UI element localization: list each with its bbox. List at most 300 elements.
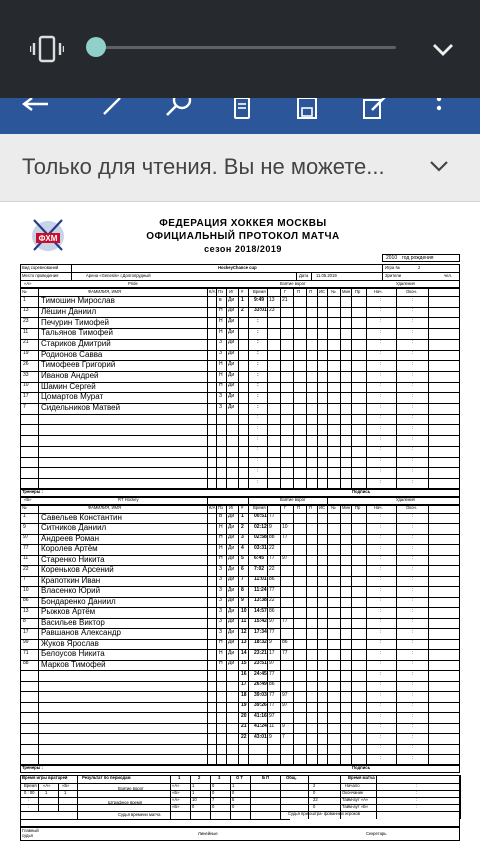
team-b-player-played: Ди: [228, 513, 235, 520]
team-a-pen-end: :: [412, 318, 414, 324]
team-b-player-position: З: [219, 597, 223, 604]
team-b-player-number: 99: [23, 639, 29, 646]
team-a-pen-start: :: [380, 478, 382, 485]
match-time-value: :: [416, 783, 418, 789]
volume-slider[interactable]: [96, 46, 396, 49]
team-b-goal-scorer: 86: [269, 607, 275, 614]
spectators-unit: чел.: [444, 273, 452, 278]
team-a-player-position: З: [219, 403, 223, 410]
team-b-col-header: Окон.: [406, 505, 417, 511]
team-b-player-played: Ди: [228, 565, 235, 572]
team-b-goal-time: 6:45: [254, 555, 265, 562]
team-b-player-played: Ди: [228, 618, 235, 625]
team-a-col-header: К/А: [209, 288, 216, 294]
team-a-col-header: №: [331, 288, 336, 294]
team-b-goal-number: 13: [241, 639, 247, 646]
team-a-pen-start: :: [380, 435, 382, 442]
team-b-goal-number: 2: [241, 523, 244, 530]
team-a-col-header: П: [309, 288, 313, 294]
team-a-player-number: 10: [23, 382, 29, 389]
team-a-col-header: Г: [284, 288, 287, 294]
team-a-col-header: ФАМИЛИЯ, ИМЯ: [88, 288, 122, 294]
team-a-pen-start: :: [380, 414, 382, 421]
team-a-pen-end: :: [412, 339, 414, 346]
venue-value: Арена «Genesis» г.Долгопрудный: [86, 273, 151, 278]
team-b-col-header: №: [22, 505, 27, 511]
team-b-pen-end: :: [412, 628, 414, 635]
team-b-pen-start: :: [380, 628, 382, 635]
pen-a-value: 7: [212, 797, 215, 803]
match-time-label: Время матча: [348, 775, 375, 781]
shots-a-value: 1: [232, 783, 235, 789]
team-b-goal-scorer: 86: [269, 576, 275, 583]
team-a-goal-time: :: [257, 392, 259, 399]
team-b-goal-time: 02:12: [254, 523, 267, 530]
team-b-goal-time: 17:34: [254, 628, 267, 635]
goalie-b-value: 1: [64, 790, 67, 796]
team-a-tag: «А»: [24, 281, 32, 286]
team-b-pen-end: :: [412, 618, 414, 625]
team-b-pen-end: :: [412, 534, 414, 541]
team-a-col-header: Окон.: [406, 288, 417, 294]
team-b-goal-scorer: 86: [269, 681, 275, 688]
team-a-pen-end: :: [412, 382, 414, 389]
game-label: Игра №: [385, 265, 400, 270]
team-b-goal-number: 6: [241, 565, 244, 572]
team-a-player-played: Ди: [228, 360, 235, 367]
team-b-player-number: 86: [23, 597, 29, 604]
team-b-player-played: Ди: [228, 576, 235, 583]
team-b-pen-start: :: [380, 660, 382, 667]
comp-value: HockeyChance cup: [218, 265, 257, 270]
chevron-down-icon[interactable]: [430, 38, 456, 60]
team-b-goal-time: 26:49: [254, 681, 267, 688]
team-b-player-name: Белоусов Никита: [41, 649, 105, 659]
team-a-player-position: З: [219, 350, 223, 357]
pen-b-value: 0: [192, 804, 195, 810]
pen-b-value: 0: [232, 804, 235, 810]
team-b-player-number: 22: [23, 565, 29, 572]
team-b-goal-scorer: 17: [269, 649, 275, 656]
team-b-player-played: Ди: [228, 660, 235, 667]
team-b-goal-time: 23:51: [254, 660, 267, 667]
team-b-pen-end: :: [412, 744, 414, 751]
team-a-player-name: Лёшин Даниил: [41, 306, 97, 316]
team-b-goal-scorer: 77: [269, 702, 275, 709]
team-a-pen-end: :: [412, 414, 414, 421]
team-a-pen-start: :: [380, 425, 382, 431]
team-b-goal-assist: 77: [282, 534, 288, 541]
team-b-pen-start: :: [380, 639, 382, 646]
team-b-player-position: Н: [219, 534, 223, 541]
team-a-goal-time: 33:01: [254, 307, 267, 314]
team-a-pen-start: :: [380, 382, 382, 389]
team-a-goal-number: 1: [241, 296, 244, 303]
team-b-col-header: Иг: [229, 505, 234, 511]
pen-a-value: 22: [313, 797, 318, 803]
team-a-player-played: Ди: [228, 392, 235, 399]
team-b-player-played: Ди: [228, 555, 235, 562]
team-a-goal-scorer: 23: [269, 307, 275, 314]
team-a-pen-start: :: [380, 328, 382, 335]
team-b-pen-start: :: [380, 565, 382, 572]
doc-title-federation: ФЕДЕРАЦИЯ ХОККЕЯ МОСКВЫ: [159, 218, 327, 229]
team-a-goal-time: :: [257, 328, 259, 335]
phone-icon[interactable]: [232, 98, 254, 120]
team-b-col-header: Нач.: [374, 505, 383, 511]
shots-b-value: 0: [313, 790, 316, 796]
team-a-goal-time: :: [257, 435, 259, 442]
team-a-pen-start: :: [380, 360, 382, 367]
goalie-b-col: «Б»: [62, 783, 70, 789]
team-b-pen-start: :: [380, 702, 382, 709]
team-b-pen-end: :: [412, 670, 414, 677]
team-b-goal-number: 16: [241, 670, 247, 677]
save-icon[interactable]: [296, 98, 320, 120]
team-b-pen-start: :: [380, 649, 382, 656]
team-a-col-header: Нач.: [374, 288, 383, 294]
team-a-pen-start: :: [380, 318, 382, 324]
team-a-pen-end: :: [412, 403, 414, 410]
team-b-name: RT Hockey: [118, 497, 139, 503]
team-b-pen-end: :: [412, 702, 414, 709]
team-b-goal-number: 5: [241, 555, 244, 562]
team-b-goal-time: 39:26: [254, 702, 267, 709]
team-b-goal-time: 43:01: [254, 733, 267, 740]
team-b-goal-assist: 86: [282, 639, 288, 646]
pen-b-value: 0: [212, 804, 215, 810]
team-b-goal-scorer: 88: [269, 534, 275, 541]
team-b-goal-assist: 77: [282, 618, 288, 625]
team-b-pen-start: :: [380, 576, 382, 583]
team-b-player-played: Ди: [228, 607, 235, 614]
team-a-goal-time: :: [257, 414, 259, 421]
team-a-player-name: Тальянов Тимофей: [41, 328, 113, 338]
team-b-pen-start: :: [380, 754, 382, 761]
team-b-goal-time: 18:32: [254, 639, 267, 646]
team-b-player-number: 17: [23, 628, 29, 635]
shots-b-value: 0: [232, 790, 235, 796]
team-b-goal-time: 7:02: [254, 565, 265, 572]
team-b-pen-end: :: [412, 754, 414, 761]
team-b-goal-time: 00:51: [254, 513, 267, 520]
team-b-player-position: Н: [219, 649, 223, 656]
team-b-goal-number: 20: [241, 712, 247, 719]
team-b-player-played: Ди: [228, 597, 235, 604]
shots-b-value: 0: [212, 790, 215, 796]
team-b-player-name: Жуков Ярослав: [41, 638, 99, 648]
team-b-pen-end: :: [412, 565, 414, 572]
team-a-player-played: Ди: [228, 403, 235, 410]
pen-a-value: 5: [232, 797, 235, 803]
team-b-goal-scorer: 9: [269, 523, 272, 530]
team-b-player-position: Н: [219, 523, 223, 530]
team-b-player-position: З: [219, 565, 223, 572]
team-a-player-played: Ди: [228, 350, 235, 357]
team-b-player-name: Рыжков Артём: [41, 607, 96, 617]
team-b-goal-scorer: 77: [269, 513, 275, 520]
goalie-a-value: 1: [45, 790, 48, 796]
team-a-col-header: Иг: [229, 288, 234, 294]
pim-judge-label: Судья времени матча: [118, 811, 161, 817]
date-value: 11.05.2019: [316, 273, 337, 278]
timeout-b-label: Тайм-аут «Б»: [342, 804, 369, 810]
team-b-player-name: Кореньков Арсений: [41, 565, 114, 575]
chief-referee-label: Главный: [22, 827, 39, 833]
team-b-goal-number: 18: [241, 691, 247, 698]
team-a-pen-start: :: [380, 467, 382, 474]
team-b-player-name: Ситников Даниил: [41, 523, 107, 533]
team-a-col-header: Пз: [218, 288, 223, 294]
team-b-col-header: Мин: [342, 505, 351, 511]
team-b-goal-time: 11:24: [254, 586, 267, 593]
team-a-player-played: Ди: [228, 339, 235, 346]
team-b-goal-scorer: 77: [269, 555, 275, 562]
start-label: Начало: [345, 783, 360, 789]
team-a-pen-start: :: [380, 392, 382, 399]
team-a-goal-scorer: 13: [269, 296, 275, 303]
team-b-pen-end: :: [412, 691, 414, 698]
team-b-pen-start: :: [380, 534, 382, 541]
team-a-player-name: Тимофеев Григорий: [41, 360, 116, 370]
team-a-goal-time: :: [257, 382, 259, 389]
protocol-sheet: [18, 208, 468, 854]
team-b-goal-time: 24:45: [254, 670, 267, 677]
team-a-player-position: Н: [219, 307, 223, 314]
match-time-value: :: [416, 804, 418, 810]
team-b-goal-number: 21: [241, 723, 247, 730]
penalty-box-judge-label: Судья при оштра- фованных игроков: [288, 811, 361, 817]
end-label: Окончание: [342, 790, 364, 796]
team-b-goal-time: 02:58: [254, 534, 267, 541]
team-a-trainers-label: Тренеры :: [22, 489, 43, 495]
team-b-goal-scorer: 77: [269, 586, 275, 593]
vibrate-icon[interactable]: [30, 34, 64, 64]
birth-year-label: год рождения: [402, 255, 434, 261]
team-a-player-position: Н: [219, 382, 223, 389]
team-b-goal-scorer: 9: [269, 733, 272, 740]
team-a-pen-end: :: [412, 371, 414, 378]
team-a-col-header: Время: [253, 288, 266, 294]
team-a-pen-end: :: [412, 467, 414, 474]
team-a-pen-start: :: [380, 350, 382, 357]
team-b-pen-start: :: [380, 733, 382, 740]
venue-label: Место проведения: [22, 273, 59, 278]
edit-icon[interactable]: [362, 98, 390, 120]
team-a-player-number: 13: [23, 307, 29, 314]
document-view[interactable]: [0, 202, 480, 854]
goalie-time-value: 0 : 00: [24, 790, 35, 796]
team-b-pen-start: :: [380, 723, 382, 730]
team-a-player-played: Ди: [228, 328, 235, 335]
team-b-player-number: 71: [23, 649, 29, 656]
team-a-player-name: Шамин Сергей: [41, 381, 96, 391]
team-b-goals-header: Взятие ворот: [280, 497, 306, 503]
team-b-pen-start: :: [380, 513, 382, 520]
team-b-col-header: Время: [253, 505, 266, 511]
team-a-pen-end: :: [412, 350, 414, 357]
team-a-player-position: в: [219, 296, 222, 303]
team-a-pen-end: :: [412, 478, 414, 485]
svg-text:ФХМ: ФХМ: [38, 234, 58, 244]
team-b-goal-number: 10: [241, 607, 247, 614]
team-a-pen-end: :: [412, 307, 414, 314]
team-b-player-position: Н: [219, 660, 223, 667]
team-b-pen-end: :: [412, 681, 414, 688]
spectators-label: Зрители: [385, 273, 402, 278]
more-icon[interactable]: [434, 98, 444, 120]
team-b-goal-scorer: 77: [269, 691, 275, 698]
team-b-goal-number: 1: [241, 513, 244, 520]
goalie-time-label: Время игры вратарей: [22, 775, 68, 781]
volume-panel: [0, 0, 480, 98]
match-time-value: :: [416, 797, 418, 803]
team-b-pen-start: :: [380, 712, 382, 719]
team-b-goal-assist: 77: [282, 649, 288, 656]
team-b-player-position: З: [219, 586, 223, 593]
doc-title-protocol: ОФИЦИАЛЬНЫЙ ПРОТОКОЛ МАТЧА: [146, 231, 340, 242]
team-a-player-position: Н: [219, 371, 223, 378]
team-a-pen-end: :: [412, 457, 414, 464]
game-number: 2: [418, 265, 421, 270]
team-a-goal-time: :: [257, 446, 259, 453]
linesmen-label: Линейные: [198, 830, 218, 836]
team-a-pen-start: :: [380, 403, 382, 410]
team-a-player-played: Ди: [228, 296, 235, 303]
team-a-col-header: Мин: [342, 288, 351, 294]
team-b-goal-number: 17: [241, 681, 247, 688]
team-b-player-number: 13: [23, 607, 29, 614]
team-b-player-name: Старенко Никита: [41, 554, 105, 564]
team-b-player-number: 10: [23, 586, 29, 593]
team-b-player-position: Н: [219, 544, 223, 551]
team-a-goal-time: :: [257, 457, 259, 464]
goalie-time-col: Время: [24, 783, 37, 789]
team-a-goal-time: :: [257, 425, 259, 431]
app-toolbar: [0, 98, 480, 134]
team-b-goal-scorer: 22: [269, 597, 275, 604]
team-b-goal-time: 15:42: [254, 618, 267, 625]
team-b-player-position: З: [219, 618, 223, 625]
team-b-goal-assist: 7: [282, 733, 285, 740]
birth-year: 2010: [386, 255, 398, 261]
team-a-player-name: Иванов Андрей: [41, 371, 99, 380]
team-b-pen-end: :: [412, 544, 414, 551]
team-a-pen-start: :: [380, 371, 382, 378]
pen-icon[interactable]: [100, 98, 126, 118]
team-a-goal-time: 9:49: [254, 296, 265, 303]
team-a-player-number: 23: [23, 318, 29, 324]
team-b-pen-start: :: [380, 618, 382, 625]
team-b-pen-end: :: [412, 586, 414, 593]
volume-slider-thumb[interactable]: [86, 37, 106, 57]
team-b-player-played: Ди: [228, 639, 235, 646]
team-b-trainers-label: Тренеры :: [22, 765, 43, 771]
team-a-col-header: №: [22, 288, 27, 294]
team-a-goal-time: :: [257, 467, 259, 474]
period-3-header: 3: [218, 775, 221, 781]
total-header: Общ.: [286, 775, 297, 781]
team-b-goal-scorer: 97: [269, 618, 275, 625]
team-b-col-header: Пз: [218, 505, 223, 511]
team-a-col-header: П: [297, 288, 301, 294]
period-2-header: 2: [198, 775, 201, 781]
team-b-player-played: Ди: [228, 649, 235, 656]
team-b-pen-start: :: [380, 670, 382, 677]
team-b-pen-end: :: [412, 649, 414, 656]
penalty-time-label: Штрафное время: [108, 799, 143, 805]
team-b-goal-number: 8: [241, 586, 244, 593]
team-b-pen-start: :: [380, 555, 382, 562]
team-b-goal-time: 03:31: [254, 544, 267, 551]
period-1-header: 1: [178, 775, 181, 781]
team-b-col-header: К/А: [209, 505, 216, 511]
overtime-header: О Т: [236, 775, 243, 781]
team-b-goal-number: 22: [241, 733, 247, 740]
team-b-goal-scorer: 97: [269, 712, 275, 719]
team-b-player-number: 1: [23, 513, 26, 520]
team-a-player-number: 26: [23, 360, 29, 367]
team-a-pen-start: :: [380, 339, 382, 346]
pen-a-value: 10: [192, 797, 197, 803]
team-b-goal-assist: 97: [282, 702, 288, 709]
team-b-tag: «Б»: [24, 497, 32, 503]
team-a-player-name: Сидельников Матвей: [41, 403, 121, 413]
team-b-goal-number: 9: [241, 597, 244, 604]
team-a-player-position: Н: [219, 328, 223, 335]
shots-b-label: «Б»: [172, 790, 180, 796]
team-a-goals-header: Взятие ворот: [280, 281, 306, 286]
team-b-pen-end: :: [412, 639, 414, 646]
team-a-signature-label: Подпись: [352, 489, 371, 495]
team-a-goal-time: :: [257, 371, 259, 378]
team-a-pen-end: :: [412, 435, 414, 442]
team-b-goal-scorer: 11: [269, 723, 275, 730]
team-a-player-played: Ди: [228, 318, 235, 324]
team-a-player-number: 21: [23, 339, 29, 346]
readonly-banner[interactable]: [0, 134, 480, 202]
team-a-player-position: Н: [219, 318, 223, 324]
team-a-goal-time: :: [257, 478, 259, 485]
team-b-player-played: Ди: [228, 534, 235, 541]
team-b-pen-end: :: [412, 555, 414, 562]
team-b-pen-end: :: [412, 607, 414, 614]
team-a-pen-end: :: [412, 425, 414, 431]
team-b-col-header: П: [309, 505, 313, 511]
team-b-col-header: №: [331, 505, 336, 511]
back-arrow-icon[interactable]: [20, 98, 54, 118]
team-a-player-position: З: [219, 339, 223, 346]
team-b-col-header: #: [241, 505, 244, 511]
search-icon[interactable]: [164, 98, 194, 118]
comp-label: Вид соревнований: [22, 265, 59, 270]
team-b-player-played: Ди: [228, 628, 235, 635]
team-b-goal-scorer: 97: [269, 660, 275, 667]
period-result-label: Результат по периодам: [82, 775, 131, 781]
team-b-goal-scorer: 77: [269, 628, 275, 635]
team-a-col-header: Пр: [355, 288, 361, 294]
team-b-player-position: З: [219, 628, 223, 635]
team-a-goal-assist: 21: [282, 296, 288, 303]
team-b-pen-end: :: [412, 723, 414, 730]
team-b-col-header: П: [297, 505, 301, 511]
team-b-pen-end: :: [412, 733, 414, 740]
team-a-player-name: Цомартов Мурат: [41, 392, 104, 402]
team-b-goal-scorer: 22: [269, 544, 275, 551]
team-b-goal-scorer: 77: [269, 670, 275, 677]
chevron-down-icon[interactable]: [428, 156, 450, 176]
team-b-goal-number: 19: [241, 702, 247, 709]
